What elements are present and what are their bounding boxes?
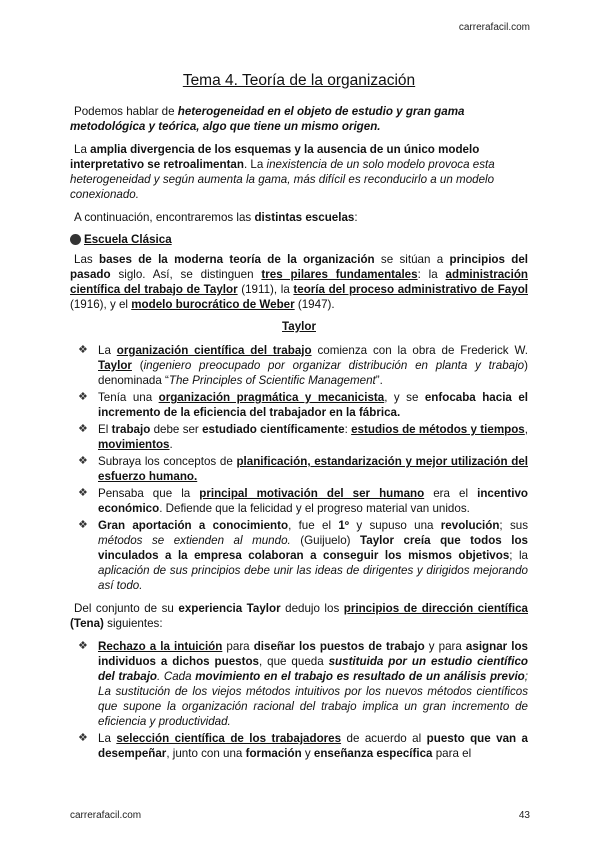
text: (1947). — [294, 298, 335, 311]
text-italic: ingeniero preocupado por organizar distribución en planta y trabajo — [143, 359, 525, 372]
text-bold-underline: Rechazo a la intuición — [98, 640, 223, 653]
text-bold-underline: organización científica del trabajo — [116, 344, 312, 357]
text: (1916), y el — [70, 298, 132, 311]
text: y supuso una — [349, 519, 441, 532]
text-bold-underline: principios de dirección científica — [343, 602, 528, 615]
text: para el — [432, 747, 472, 760]
text: La — [74, 143, 91, 156]
text-bold: enfocaba hacia el incremento de la eficiencia del trabajador en la fábrica. — [98, 391, 528, 419]
text: Del conjunto de su — [74, 602, 179, 615]
text-bold-underline: planificación, estandarización y mejor utilización del esfuerzo humano. — [98, 455, 528, 483]
list-item — [78, 454, 528, 484]
text: , que queda — [259, 655, 329, 668]
text-italic: métodos se extienden al mundo. — [98, 534, 291, 547]
text: , fue el — [288, 519, 339, 532]
text: , — [524, 423, 528, 436]
list-item — [78, 518, 529, 593]
text-bold: diseñar los puestos de trabajo — [253, 640, 425, 653]
text: , junto con una — [166, 747, 246, 760]
text-bold: asignar los individuos a dichos puestos — [98, 640, 528, 668]
text: Podemos hablar de — [74, 105, 178, 118]
text-bold: puesto que van a desempeñar — [98, 732, 529, 760]
subheading-taylor: Taylor — [282, 320, 316, 333]
text-emphasis: heterogeneidad en el objeto de estudio y gran gama metodológica y teórica, algo que tiene un mismo origen. — [70, 105, 465, 133]
text-bold: revolución — [440, 519, 500, 532]
page-content — [70, 72, 528, 769]
diamond-bullet-icon: ❖ — [78, 640, 88, 652]
text: : — [344, 423, 352, 436]
list-item — [78, 422, 528, 452]
section-label: Escuela Clásica — [84, 233, 172, 246]
text-bold-underline: modelo burocrático de Weber — [131, 298, 295, 311]
diamond-bullet-icon: ❖ — [78, 732, 88, 744]
header-site: carrerafacil.com — [458, 22, 530, 33]
text-italic: aplicación de sus principios debe unir las ideas de dirigentes y dirigidos mejorando así todo. — [98, 564, 528, 592]
text-bold-underline: teoría del proceso administrativo de Fayol — [293, 283, 529, 296]
text: siguientes: — [103, 617, 163, 630]
list-item — [78, 343, 528, 388]
text-bold: (Tena) — [70, 617, 104, 630]
text-bold: Gran aportación a conocimiento — [98, 519, 289, 532]
text-italic: . Cada — [157, 670, 196, 683]
filled-circle-icon — [70, 234, 81, 245]
paragraph-2 — [70, 142, 528, 202]
text-bold: enseñanza específica — [313, 747, 433, 760]
text-bold-underline: movimientos — [98, 438, 170, 451]
text: comienza con la obra de Frederick W. — [311, 344, 528, 357]
footer-site: carrerafacil.com — [70, 810, 142, 821]
text: : — [354, 211, 358, 224]
paragraph-3 — [70, 210, 528, 225]
text: La — [98, 344, 117, 357]
text: y para — [424, 640, 466, 653]
text: ; sus — [499, 519, 528, 532]
text-bold: bases de la moderna teoría de la organización — [99, 253, 375, 266]
diamond-bullet-icon: ❖ — [78, 487, 88, 499]
text-bold: formación — [245, 747, 302, 760]
page-title: Tema 4. Teoría de la organización — [182, 72, 416, 89]
text: debe ser — [150, 423, 203, 436]
text-bold: incentivo económico — [98, 487, 528, 515]
text: ; la — [509, 549, 528, 562]
text: A continuación, encontraremos las — [74, 211, 255, 224]
text-bold-italic: movimiento en el trabajo es resultado de un análisis previo — [195, 670, 525, 683]
diamond-bullet-icon: ❖ — [78, 344, 88, 356]
text-bold: Taylor creía que todos los vinculados a la empresa colaboran a conseguir los mismos objetivos — [98, 534, 529, 562]
list-item — [78, 390, 528, 420]
text-bold-underline: principal motivación del ser humano — [199, 487, 425, 500]
paragraph-4 — [70, 252, 528, 312]
text-bold-underline: administración científica del trabajo de Taylor — [70, 268, 529, 296]
diamond-bullet-icon: ❖ — [78, 423, 88, 435]
section-heading — [70, 233, 528, 246]
text: , y se — [384, 391, 425, 404]
text-bold: 1º — [338, 519, 350, 532]
text: La — [98, 732, 117, 745]
page-number: 43 — [518, 810, 530, 821]
text-bold-underline: estudios de métodos y tiempos — [351, 423, 525, 436]
text: El — [98, 423, 112, 436]
list-item — [78, 639, 528, 729]
text: Tenía una — [98, 391, 159, 404]
diamond-bullet-icon: ❖ — [78, 391, 88, 403]
text: . — [169, 438, 173, 451]
text: Las — [74, 253, 100, 266]
principles-list — [70, 639, 528, 761]
text: siglo. Así, se distinguen — [110, 268, 262, 281]
text: . La — [243, 158, 267, 171]
text-bold-underline: organización pragmática y mecanicista — [158, 391, 385, 404]
text-bold: amplia divergencia de los esquemas y la ausencia de un único modelo interpretativo se retroalimentan — [70, 143, 480, 171]
text: era el — [424, 487, 478, 500]
diamond-bullet-icon: ❖ — [78, 455, 88, 467]
text: Pensaba que la — [98, 487, 200, 500]
list-item — [78, 486, 528, 516]
text-bold: distintas escuelas — [254, 211, 355, 224]
text: . Defiende que la felicidad y el progreso material van unidos. — [159, 502, 470, 515]
diamond-bullet-icon: ❖ — [78, 519, 88, 531]
text: ) denominada “ — [98, 359, 528, 387]
text-bold: principios del pasado — [70, 253, 529, 281]
text-italic: ; La sustitución de los viejos métodos intuitivos por los nuevos métodos científicos que supone la organización racional del trabajo implica un gran incremento de eficiencia y productividad. — [98, 670, 528, 728]
text: dedujo los — [280, 602, 344, 615]
text-bold-underline: tres pilares fundamentales — [261, 268, 418, 281]
text-bold: trabajo — [111, 423, 151, 436]
text-bold: experiencia Taylor — [178, 602, 281, 615]
text: (1911), la — [237, 283, 294, 296]
text-bold: estudiado científicamente — [202, 423, 345, 436]
text: ”. — [375, 374, 383, 387]
text-bold-italic: sustituida por un estudio científico del trabajo — [98, 655, 528, 683]
paragraph-5 — [70, 601, 528, 631]
text-bold-underline: selección científica de los trabajadores — [116, 732, 342, 745]
text: para — [222, 640, 254, 653]
text: Subraya los conceptos de — [98, 455, 237, 468]
text-bold-underline: Taylor — [98, 359, 132, 372]
text: se sitúan a — [374, 253, 450, 266]
text: (Guijuelo) — [290, 534, 361, 547]
paragraph-1 — [70, 104, 528, 134]
text: y — [301, 747, 314, 760]
list-item — [78, 731, 529, 761]
text: de acuerdo al — [341, 732, 427, 745]
text-italic: inexistencia de un solo modelo provoca esta heterogeneidad y según aumenta la gama, más difícil es reconducirlo a un modelo conexionado. — [70, 158, 495, 201]
text: : la — [417, 268, 446, 281]
text: ( — [131, 359, 144, 372]
taylor-list — [70, 343, 528, 593]
text-italic: The Principles of Scientific Management — [168, 374, 376, 387]
